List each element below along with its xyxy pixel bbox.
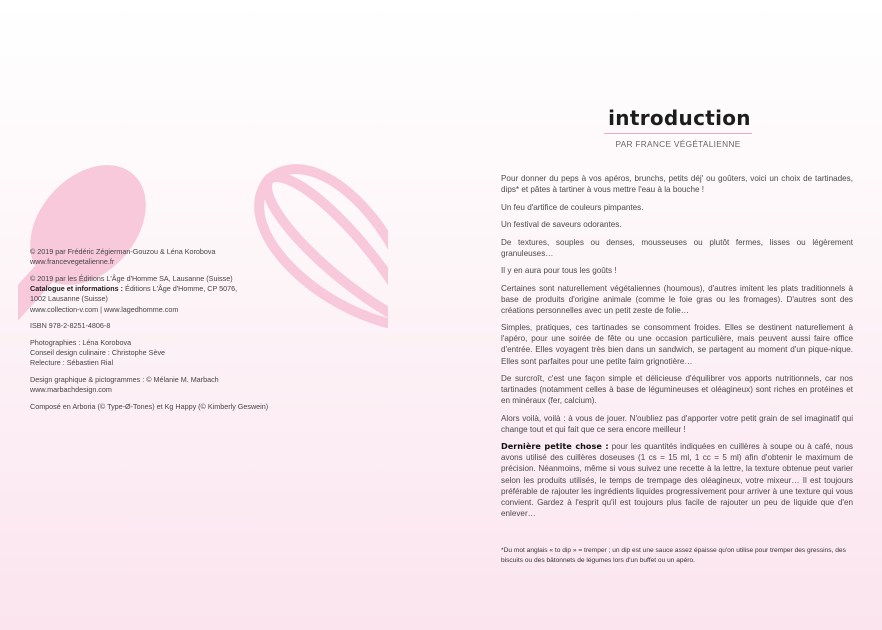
- body-paragraph: Pour donner du peps à vos apéros, brunchs, petits déj' ou goûters, voici un choix de tartinades, dips* et pâtes à tartiner à vous mettre l'eau à la bouche !: [501, 174, 853, 195]
- colophon-line: ISBN 978-2-8251-4806-8: [30, 321, 111, 331]
- colophon-line: Composé en Arboria (© Type-Ø-Tones) et Kg Happy (© Kimberly Geswein): [30, 401, 269, 411]
- body-paragraph: Il y en aura pour tous les goûts !: [501, 266, 617, 276]
- colophon: [30, 247, 330, 419]
- colophon-line: Relecture : Sébastien Rial: [30, 358, 114, 368]
- body-paragraph: Un feu d'artifice de couleurs pimpantes.: [501, 202, 644, 212]
- catalogue-text: Éditions L'Âge d'Homme, CP 5076,: [123, 284, 238, 294]
- colophon-line: www.francevegetalienne.fr: [30, 257, 115, 267]
- footnote: *Du mot anglais « to dip » = tremper ; un dip est une sauce assez épaisse qu'on utilise pour tremper des gressins, des biscuits ou des bâtonnets de légumes lors d'un buffet ou un apéro.: [501, 547, 846, 564]
- colophon-block: [30, 247, 330, 267]
- body-paragraph: De surcroît, c'est une façon simple et délicieuse d'équilibrer vos apports nutritionnels, car nos tartinades (notamment celles à base de légumineuses et oléagineux) sont riches en protéines et en minéraux (fer, calcium).: [501, 374, 853, 406]
- final-paragraph-text: pour les quantités indiquées en cuillères à soupe ou à café, nous avons utilisé des cuillères doseuses (1 cs = 15 ml, 1 cc = 5 ml) afin d'obtenir le maximum de précision. Néanmoins, même si vous suivez une recette à la lettre, la texture obtenue peut varier selon les produits utilisés, le temps de trempage des oléagineux, votre mixeur… Il est toujours préférable de rajouter les ingrédients liquides progressivement pour arriver à une texture qui vous convient. Gardez à l'esprit qu'il est toujours plus facile de rajouter un peu de liquide que d'en enlever…: [501, 442, 853, 518]
- colophon-line: Conseil design culinaire : Christophe Sève: [30, 348, 166, 358]
- body-paragraph: Certaines sont naturellement végétaliennes (houmous), d'autres imitent les plats traditionnels à base de produits d'origine animale (comme le foie gras ou les fromages). D'autres sont des créations personnelles avec un petit zeste de folie…: [501, 283, 853, 315]
- colophon-line: © 2019 par Frédéric Zégierman-Gouzou & Léna Korobova: [30, 247, 216, 256]
- colophon-block: [30, 402, 330, 412]
- colophon-block: [30, 274, 330, 315]
- colophon-block: [30, 321, 330, 331]
- colophon-line: Photographies : Léna Korobova: [30, 337, 132, 347]
- page-subtitle: PAR FRANCE VÉGÉTALIENNE: [615, 139, 741, 149]
- body-paragraph: Simples, pratiques, ces tartinades se consomment froides. Elles se destinent naturellement à l'apéro, pour une soirée de fête ou une occasion particulière, mais peuvent aussi faire office d'entrée. Elles voyagent très bien dans un sandwich, se partagent au moment d'un pique-nique. Elles sont parfaites pour une petite faim grignotière…: [501, 323, 853, 366]
- colophon-line: Design graphique & pictogrammes : © Mélanie M. Marbach: [30, 375, 219, 385]
- colophon-line: www.collection-v.com | www.lagedhomme.com: [30, 304, 179, 314]
- final-paragraph-lead: Dernière petite chose :: [501, 441, 609, 452]
- colophon-block: [30, 375, 330, 395]
- body-paragraph: De textures, souples ou denses, mousseuses ou plutôt fermes, lisses ou légèrement granuleuses…: [501, 237, 853, 258]
- colophon-line: 1002 Lausanne (Suisse): [30, 294, 108, 304]
- body-paragraph: Un festival de saveurs odorantes.: [501, 220, 622, 230]
- final-paragraph: [501, 441, 853, 519]
- title-underline: [604, 133, 752, 134]
- page-title: introduction: [608, 106, 751, 130]
- body-text: [501, 173, 853, 525]
- body-paragraph: Alors voilà, voilà : à vous de jouer. N'oubliez pas d'apporter votre petit grain de sel imaginatif qui change tout et qui fait que ce sera encore meilleur !: [501, 413, 853, 434]
- colophon-line: www.marbachdesign.com: [30, 385, 112, 395]
- colophon-line: [30, 284, 330, 294]
- catalogue-label: Catalogue et informations :: [30, 284, 124, 294]
- colophon-block: [30, 338, 330, 369]
- colophon-line: © 2019 par les Éditions L'Âge d'Homme SA, Lausanne (Suisse): [30, 273, 233, 283]
